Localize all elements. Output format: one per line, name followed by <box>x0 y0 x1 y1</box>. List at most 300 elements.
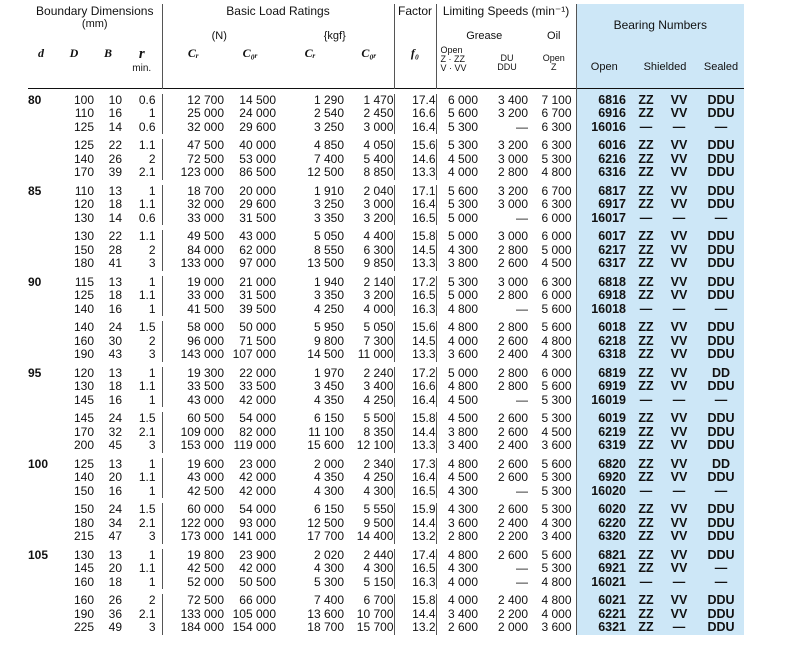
cell-shielded-zz: VV <box>660 608 698 622</box>
cell-grease-open: 5 600 <box>436 107 482 121</box>
cell-sealed: DDU <box>698 426 744 440</box>
cell-f0: 14.4 <box>394 517 436 531</box>
cell-D: 160 <box>73 574 94 589</box>
table-row <box>28 94 744 108</box>
cell-r: 1.1 <box>138 229 156 243</box>
cell-shielded-z: ZZ <box>632 94 660 108</box>
cell-shielded-zz: VV <box>660 439 698 453</box>
cell-grease-du: 3 000 <box>497 274 528 289</box>
cell-c0r-kgf: 9 850 <box>363 256 394 270</box>
cell-shielded-zz: — <box>660 303 698 317</box>
cell-open-no: 6018 <box>576 321 632 335</box>
cell-cr-n: 173 000 <box>162 530 224 544</box>
cell-r: 1.1 <box>138 561 156 575</box>
cell-c0r-n: 54 000 <box>239 502 276 516</box>
cell-D: 190 <box>73 347 94 361</box>
cell-grease-du: — <box>516 561 528 575</box>
cell-oil: 4 800 <box>541 593 572 607</box>
cell-grease-open: 5 000 <box>436 289 482 303</box>
cell-r: 3 <box>148 438 156 452</box>
cell-shielded-zz: VV <box>660 94 698 108</box>
cell-B: 28 <box>108 242 122 257</box>
cell-D: 125 <box>73 456 94 471</box>
cell-c0r-n: 14 500 <box>239 92 276 107</box>
cell-shielded-z: — <box>632 303 660 317</box>
cell-grease-open: 6 000 <box>436 94 482 108</box>
cell-r: 1 <box>148 365 156 380</box>
cell-cr-kgf: 7 400 <box>313 151 344 166</box>
cell-grease-open: 3 800 <box>436 257 482 271</box>
cell-cr-kgf: 1 290 <box>313 92 344 107</box>
cell-B: 10 <box>108 92 122 107</box>
cell-oil: 5 300 <box>541 392 572 407</box>
grease-heading: Grease <box>436 30 532 46</box>
cell-cr-kgf: 12 500 <box>307 165 344 179</box>
cell-shielded-zz: VV <box>660 426 698 440</box>
cell-cr-n: 19 800 <box>162 549 224 563</box>
cell-grease-du: 3 200 <box>497 183 528 198</box>
cell-grease-du: 2 200 <box>497 606 528 621</box>
cell-c0r-kgf: 3 000 <box>363 119 394 134</box>
cell-cr-kgf: 4 250 <box>313 301 344 316</box>
cell-B: 16 <box>108 392 122 407</box>
cell-open-no: 6920 <box>576 471 632 485</box>
cell-cr-kgf: 6 150 <box>313 502 344 516</box>
cell-f0: 15.6 <box>394 321 436 335</box>
cell-f0: 14.4 <box>394 608 436 622</box>
cell-shielded-zz: — <box>660 394 698 408</box>
cell-sealed: DDU <box>698 244 744 258</box>
cell-B: 24 <box>108 502 122 516</box>
cell-oil: 5 600 <box>541 301 572 316</box>
cell-B: 36 <box>108 606 122 621</box>
table-row <box>28 348 744 362</box>
cell-B: 30 <box>108 333 122 348</box>
cell-open-no: 6318 <box>576 348 632 362</box>
cell-f0: 16.4 <box>394 121 436 135</box>
table-row <box>28 503 744 517</box>
cell-cr-kgf: 7 400 <box>313 593 344 607</box>
cell-open-no: 16017 <box>576 212 632 226</box>
col-shielded: Shielded <box>632 46 698 88</box>
table-row <box>28 439 744 453</box>
cell-sealed: DDU <box>698 608 744 622</box>
cell-c0r-kgf: 12 100 <box>356 438 394 452</box>
cell-grease-du: — <box>516 119 528 134</box>
cell-oil: 4 500 <box>541 256 572 270</box>
cell-r: 3 <box>148 620 156 634</box>
table-row <box>28 244 744 258</box>
cell-D: 125 <box>73 288 94 302</box>
cell-open-no: 6919 <box>576 380 632 394</box>
table-row <box>28 485 744 499</box>
cell-c0r-n: 42 000 <box>239 392 276 407</box>
cell-grease-open: 2 800 <box>436 530 482 544</box>
cell-open-no: 6021 <box>576 594 632 608</box>
cell-grease-du: 2 400 <box>497 438 528 452</box>
cell-grease-open: 3 800 <box>436 426 482 440</box>
cell-r: 1.5 <box>138 502 156 516</box>
cell-cr-kgf: 13 600 <box>307 606 344 621</box>
cell-d: 95 <box>28 365 42 380</box>
cell-c0r-kgf: 3 200 <box>363 210 394 225</box>
cell-c0r-n: 31 500 <box>239 288 276 302</box>
cell-grease-du: 3 200 <box>497 138 528 152</box>
cell-c0r-n: 62 000 <box>239 242 276 257</box>
cell-grease-du: 3 000 <box>497 151 528 166</box>
cell-D: 120 <box>73 365 94 380</box>
cell-open-no: 6921 <box>576 562 632 576</box>
cell-oil: 5 300 <box>541 483 572 498</box>
cell-sealed: DDU <box>698 530 744 544</box>
cell-shielded-zz: VV <box>660 185 698 199</box>
cell-r: 2.1 <box>138 606 156 621</box>
table-row <box>28 621 744 635</box>
cell-D: 130 <box>73 229 94 243</box>
cell-shielded-z: ZZ <box>632 517 660 531</box>
cell-f0: 15.6 <box>394 139 436 153</box>
cell-r: 2 <box>148 242 156 257</box>
cell-f0: 16.5 <box>394 562 436 576</box>
cell-c0r-kgf: 5 150 <box>363 574 394 589</box>
cell-d <box>28 166 54 180</box>
cell-d <box>28 594 54 608</box>
cell-d <box>28 562 54 576</box>
cell-c0r-kgf: 1 470 <box>363 92 394 107</box>
cell-c0r-kgf: 10 700 <box>356 606 394 621</box>
table-body <box>28 89 744 635</box>
cell-grease-du: 2 600 <box>497 470 528 484</box>
cell-grease-open: 2 600 <box>436 621 482 635</box>
cell-d <box>28 380 54 394</box>
cell-cr-kgf: 5 300 <box>313 574 344 589</box>
cell-sealed: DDU <box>698 153 744 167</box>
cell-shielded-z: ZZ <box>632 458 660 472</box>
cell-c0r-n: 50 000 <box>239 320 276 334</box>
cell-c0r-n: 86 500 <box>239 165 276 179</box>
cell-cr-n: 32 000 <box>162 121 224 135</box>
cell-shielded-z: ZZ <box>632 153 660 167</box>
cell-grease-du: — <box>516 301 528 316</box>
cell-D: 125 <box>73 119 94 134</box>
cell-oil: 4 800 <box>541 333 572 348</box>
cell-D: 225 <box>73 620 94 634</box>
cell-cr-kgf: 5 050 <box>313 229 344 243</box>
cell-open-no: 6316 <box>576 166 632 180</box>
cell-shielded-z: — <box>632 212 660 226</box>
cell-cr-n: 43 000 <box>162 471 224 485</box>
cell-r: 1 <box>148 547 156 562</box>
cell-grease-open: 3 400 <box>436 439 482 453</box>
cell-open-no: 6020 <box>576 503 632 517</box>
cell-r: 0.6 <box>138 119 156 134</box>
cell-grease-open: 4 000 <box>436 594 482 608</box>
cell-grease-du: 2 600 <box>497 411 528 425</box>
cell-shielded-zz: — <box>660 121 698 135</box>
cell-shielded-z: ZZ <box>632 185 660 199</box>
cell-B: 14 <box>108 210 122 225</box>
cell-r: 1.1 <box>138 470 156 484</box>
cell-d <box>28 335 54 349</box>
cell-c0r-n: 54 000 <box>239 411 276 425</box>
cell-c0r-kgf: 2 240 <box>363 365 394 380</box>
cell-oil: 6 300 <box>541 197 572 211</box>
cell-d <box>28 394 54 408</box>
cell-d <box>28 244 54 258</box>
cell-c0r-n: 141 000 <box>232 529 276 543</box>
cell-open-no: 6019 <box>576 412 632 426</box>
cell-grease-du: 2 800 <box>497 379 528 393</box>
cell-oil: 4 300 <box>541 515 572 530</box>
cell-B: 20 <box>108 561 122 575</box>
cell-sealed: DDU <box>698 439 744 453</box>
cell-f0: 16.5 <box>394 289 436 303</box>
cell-shielded-z: — <box>632 394 660 408</box>
cell-B: 32 <box>108 424 122 439</box>
cell-open-no: 16016 <box>576 121 632 135</box>
cell-oil: 6 000 <box>541 229 572 243</box>
cell-oil: 6 700 <box>541 106 572 120</box>
cell-open-no: 6918 <box>576 289 632 303</box>
cell-c0r-kgf: 4 000 <box>363 301 394 316</box>
cell-shielded-z: ZZ <box>632 244 660 258</box>
cell-f0: 14.5 <box>394 244 436 258</box>
cell-D: 190 <box>73 606 94 621</box>
cell-cr-kgf: 3 250 <box>313 197 344 211</box>
cell-d <box>28 471 54 485</box>
cell-shielded-z: ZZ <box>632 412 660 426</box>
cell-d <box>28 530 54 544</box>
cell-shielded-z: ZZ <box>632 471 660 485</box>
cell-c0r-kgf: 15 700 <box>356 620 394 634</box>
cell-open-no: 6219 <box>576 426 632 440</box>
cell-grease-open: 4 500 <box>436 412 482 426</box>
cell-sealed: DDU <box>698 335 744 349</box>
cell-r: 1 <box>148 183 156 198</box>
cell-cr-n: 43 000 <box>162 394 224 408</box>
cell-grease-open: 4 500 <box>436 394 482 408</box>
cell-r: 1 <box>148 106 156 120</box>
cell-f0: 16.5 <box>394 212 436 226</box>
cell-cr-kgf: 3 250 <box>313 119 344 134</box>
cell-open-no: 6319 <box>576 439 632 453</box>
cell-shielded-zz: VV <box>660 166 698 180</box>
cell-d <box>28 321 54 335</box>
cell-shielded-zz: — <box>660 212 698 226</box>
cell-c0r-n: 33 500 <box>239 379 276 393</box>
cell-sealed: DD <box>698 458 744 472</box>
cell-shielded-zz: VV <box>660 530 698 544</box>
table-row <box>28 549 744 563</box>
cell-c0r-n: 82 000 <box>239 424 276 439</box>
table-row <box>28 458 744 472</box>
cell-r: 3 <box>148 347 156 361</box>
cell-cr-n: 25 000 <box>162 107 224 121</box>
cell-f0: 17.1 <box>394 185 436 199</box>
col-cr-n: Cᵣ <box>162 46 224 88</box>
cell-c0r-kgf: 8 350 <box>363 424 394 439</box>
table-row <box>28 276 744 290</box>
cell-d <box>28 426 54 440</box>
cell-grease-open: 4 300 <box>436 244 482 258</box>
cell-open-no: 16020 <box>576 485 632 499</box>
cell-open-no: 16021 <box>576 576 632 590</box>
cell-sealed: DDU <box>698 321 744 335</box>
cell-D: 145 <box>73 411 94 425</box>
cell-B: 24 <box>108 411 122 425</box>
cell-B: 13 <box>108 547 122 562</box>
cell-sealed: DDU <box>698 185 744 199</box>
cell-B: 34 <box>108 515 122 530</box>
cell-d <box>28 576 54 590</box>
cell-f0: 13.3 <box>394 166 436 180</box>
cell-sealed: DDU <box>698 107 744 121</box>
table-row <box>28 517 744 531</box>
cell-c0r-kgf: 2 450 <box>363 106 394 120</box>
cell-open-no: 6217 <box>576 244 632 258</box>
cell-oil: 7 100 <box>541 92 572 107</box>
col-sealed: Sealed <box>698 46 744 88</box>
cell-sealed: DDU <box>698 621 744 635</box>
cell-r: 1.1 <box>138 197 156 211</box>
cell-f0: 15.8 <box>394 230 436 244</box>
cell-grease-open: 5 000 <box>436 212 482 226</box>
cell-cr-kgf: 2 540 <box>313 106 344 120</box>
cell-oil: 6 300 <box>541 138 572 152</box>
cell-shielded-z: ZZ <box>632 621 660 635</box>
cell-c0r-n: 42 000 <box>239 561 276 575</box>
cell-cr-n: 19 000 <box>162 276 224 290</box>
cell-f0: 17.2 <box>394 367 436 381</box>
cell-grease-du: 3 200 <box>497 106 528 120</box>
cell-cr-n: 42 500 <box>162 562 224 576</box>
cell-grease-open: 4 300 <box>436 485 482 499</box>
cell-f0: 15.8 <box>394 594 436 608</box>
cell-D: 130 <box>73 547 94 562</box>
cell-c0r-kgf: 3 000 <box>363 197 394 211</box>
cell-shielded-zz: VV <box>660 153 698 167</box>
table-row <box>28 412 744 426</box>
cell-open-no: 6016 <box>576 139 632 153</box>
cell-d <box>28 121 54 135</box>
cell-cr-n: 33 500 <box>162 380 224 394</box>
cell-cr-kgf: 4 350 <box>313 470 344 484</box>
cell-B: 16 <box>108 106 122 120</box>
cell-f0: 16.4 <box>394 198 436 212</box>
cell-shielded-z: — <box>632 576 660 590</box>
cell-c0r-kgf: 14 400 <box>356 529 394 543</box>
cell-f0: 16.6 <box>394 380 436 394</box>
cell-shielded-z: ZZ <box>632 230 660 244</box>
cell-c0r-kgf: 7 300 <box>363 333 394 348</box>
load-unit-n: (N) <box>162 30 276 46</box>
table-row <box>28 367 744 381</box>
cell-oil: 4 800 <box>541 574 572 589</box>
cell-r: 1 <box>148 274 156 289</box>
cell-shielded-z: ZZ <box>632 367 660 381</box>
cell-B: 16 <box>108 483 122 498</box>
cell-d <box>28 303 54 317</box>
cell-oil: 4 000 <box>541 606 572 621</box>
cell-sealed: DDU <box>698 380 744 394</box>
cell-cr-n: 42 500 <box>162 485 224 499</box>
cell-D: 140 <box>73 301 94 316</box>
cell-c0r-n: 39 500 <box>239 301 276 316</box>
cell-sealed: DDU <box>698 348 744 362</box>
cell-d: 105 <box>28 547 49 562</box>
cell-d: 90 <box>28 274 42 289</box>
cell-grease-open: 3 600 <box>436 517 482 531</box>
table-row <box>28 576 744 590</box>
cell-r: 1 <box>148 301 156 316</box>
cell-D: 120 <box>73 197 94 211</box>
cell-c0r-n: 20 000 <box>239 183 276 198</box>
table-row <box>28 107 744 121</box>
cell-shielded-z: ZZ <box>632 257 660 271</box>
cell-open-no: 6321 <box>576 621 632 635</box>
cell-c0r-n: 105 000 <box>232 606 276 621</box>
cell-oil: 5 300 <box>541 411 572 425</box>
cell-d <box>28 198 54 212</box>
cell-sealed: — <box>698 303 744 317</box>
cell-open-no: 6216 <box>576 153 632 167</box>
cell-shielded-zz: VV <box>660 107 698 121</box>
cell-c0r-kgf: 4 300 <box>363 561 394 575</box>
cell-sealed: — <box>698 121 744 135</box>
cell-cr-n: 123 000 <box>162 166 224 180</box>
cell-f0: 15.9 <box>394 503 436 517</box>
cell-cr-kgf: 8 550 <box>313 242 344 257</box>
cell-open-no: 6320 <box>576 530 632 544</box>
cell-c0r-kgf: 6 700 <box>363 593 394 607</box>
cell-shielded-zz: VV <box>660 380 698 394</box>
cell-shielded-z: ZZ <box>632 198 660 212</box>
cell-r: 1.5 <box>138 411 156 425</box>
cell-cr-n: 49 500 <box>162 230 224 244</box>
cell-sealed: DDU <box>698 166 744 180</box>
cell-f0: 13.3 <box>394 439 436 453</box>
cell-r: 3 <box>148 256 156 270</box>
cell-open-no: 16019 <box>576 394 632 408</box>
cell-grease-open: 4 800 <box>436 303 482 317</box>
cell-oil: 5 000 <box>541 242 572 257</box>
cell-cr-kgf: 1 970 <box>313 365 344 380</box>
cell-cr-kgf: 6 150 <box>313 411 344 425</box>
cell-shielded-zz: — <box>660 485 698 499</box>
cell-c0r-n: 40 000 <box>239 138 276 152</box>
cell-B: 18 <box>108 379 122 393</box>
cell-oil: 6 000 <box>541 210 572 225</box>
cell-f0: 16.6 <box>394 107 436 121</box>
cell-c0r-kgf: 8 850 <box>363 165 394 179</box>
cell-r: 1.1 <box>138 138 156 152</box>
cell-open-no: 6220 <box>576 517 632 531</box>
cell-c0r-kgf: 2 440 <box>363 547 394 562</box>
cell-D: 130 <box>73 210 94 225</box>
cell-shielded-zz: VV <box>660 412 698 426</box>
cell-shielded-zz: VV <box>660 594 698 608</box>
cell-cr-n: 19 600 <box>162 458 224 472</box>
cell-d <box>28 608 54 622</box>
cell-sealed: — <box>698 485 744 499</box>
cell-c0r-n: 23 900 <box>239 547 276 562</box>
cell-grease-open: 4 000 <box>436 166 482 180</box>
cell-grease-du: 2 800 <box>497 320 528 334</box>
cell-oil: 5 300 <box>541 151 572 166</box>
cell-B: 26 <box>108 593 122 607</box>
cell-shielded-z: ZZ <box>632 139 660 153</box>
cell-r: 2 <box>148 151 156 166</box>
